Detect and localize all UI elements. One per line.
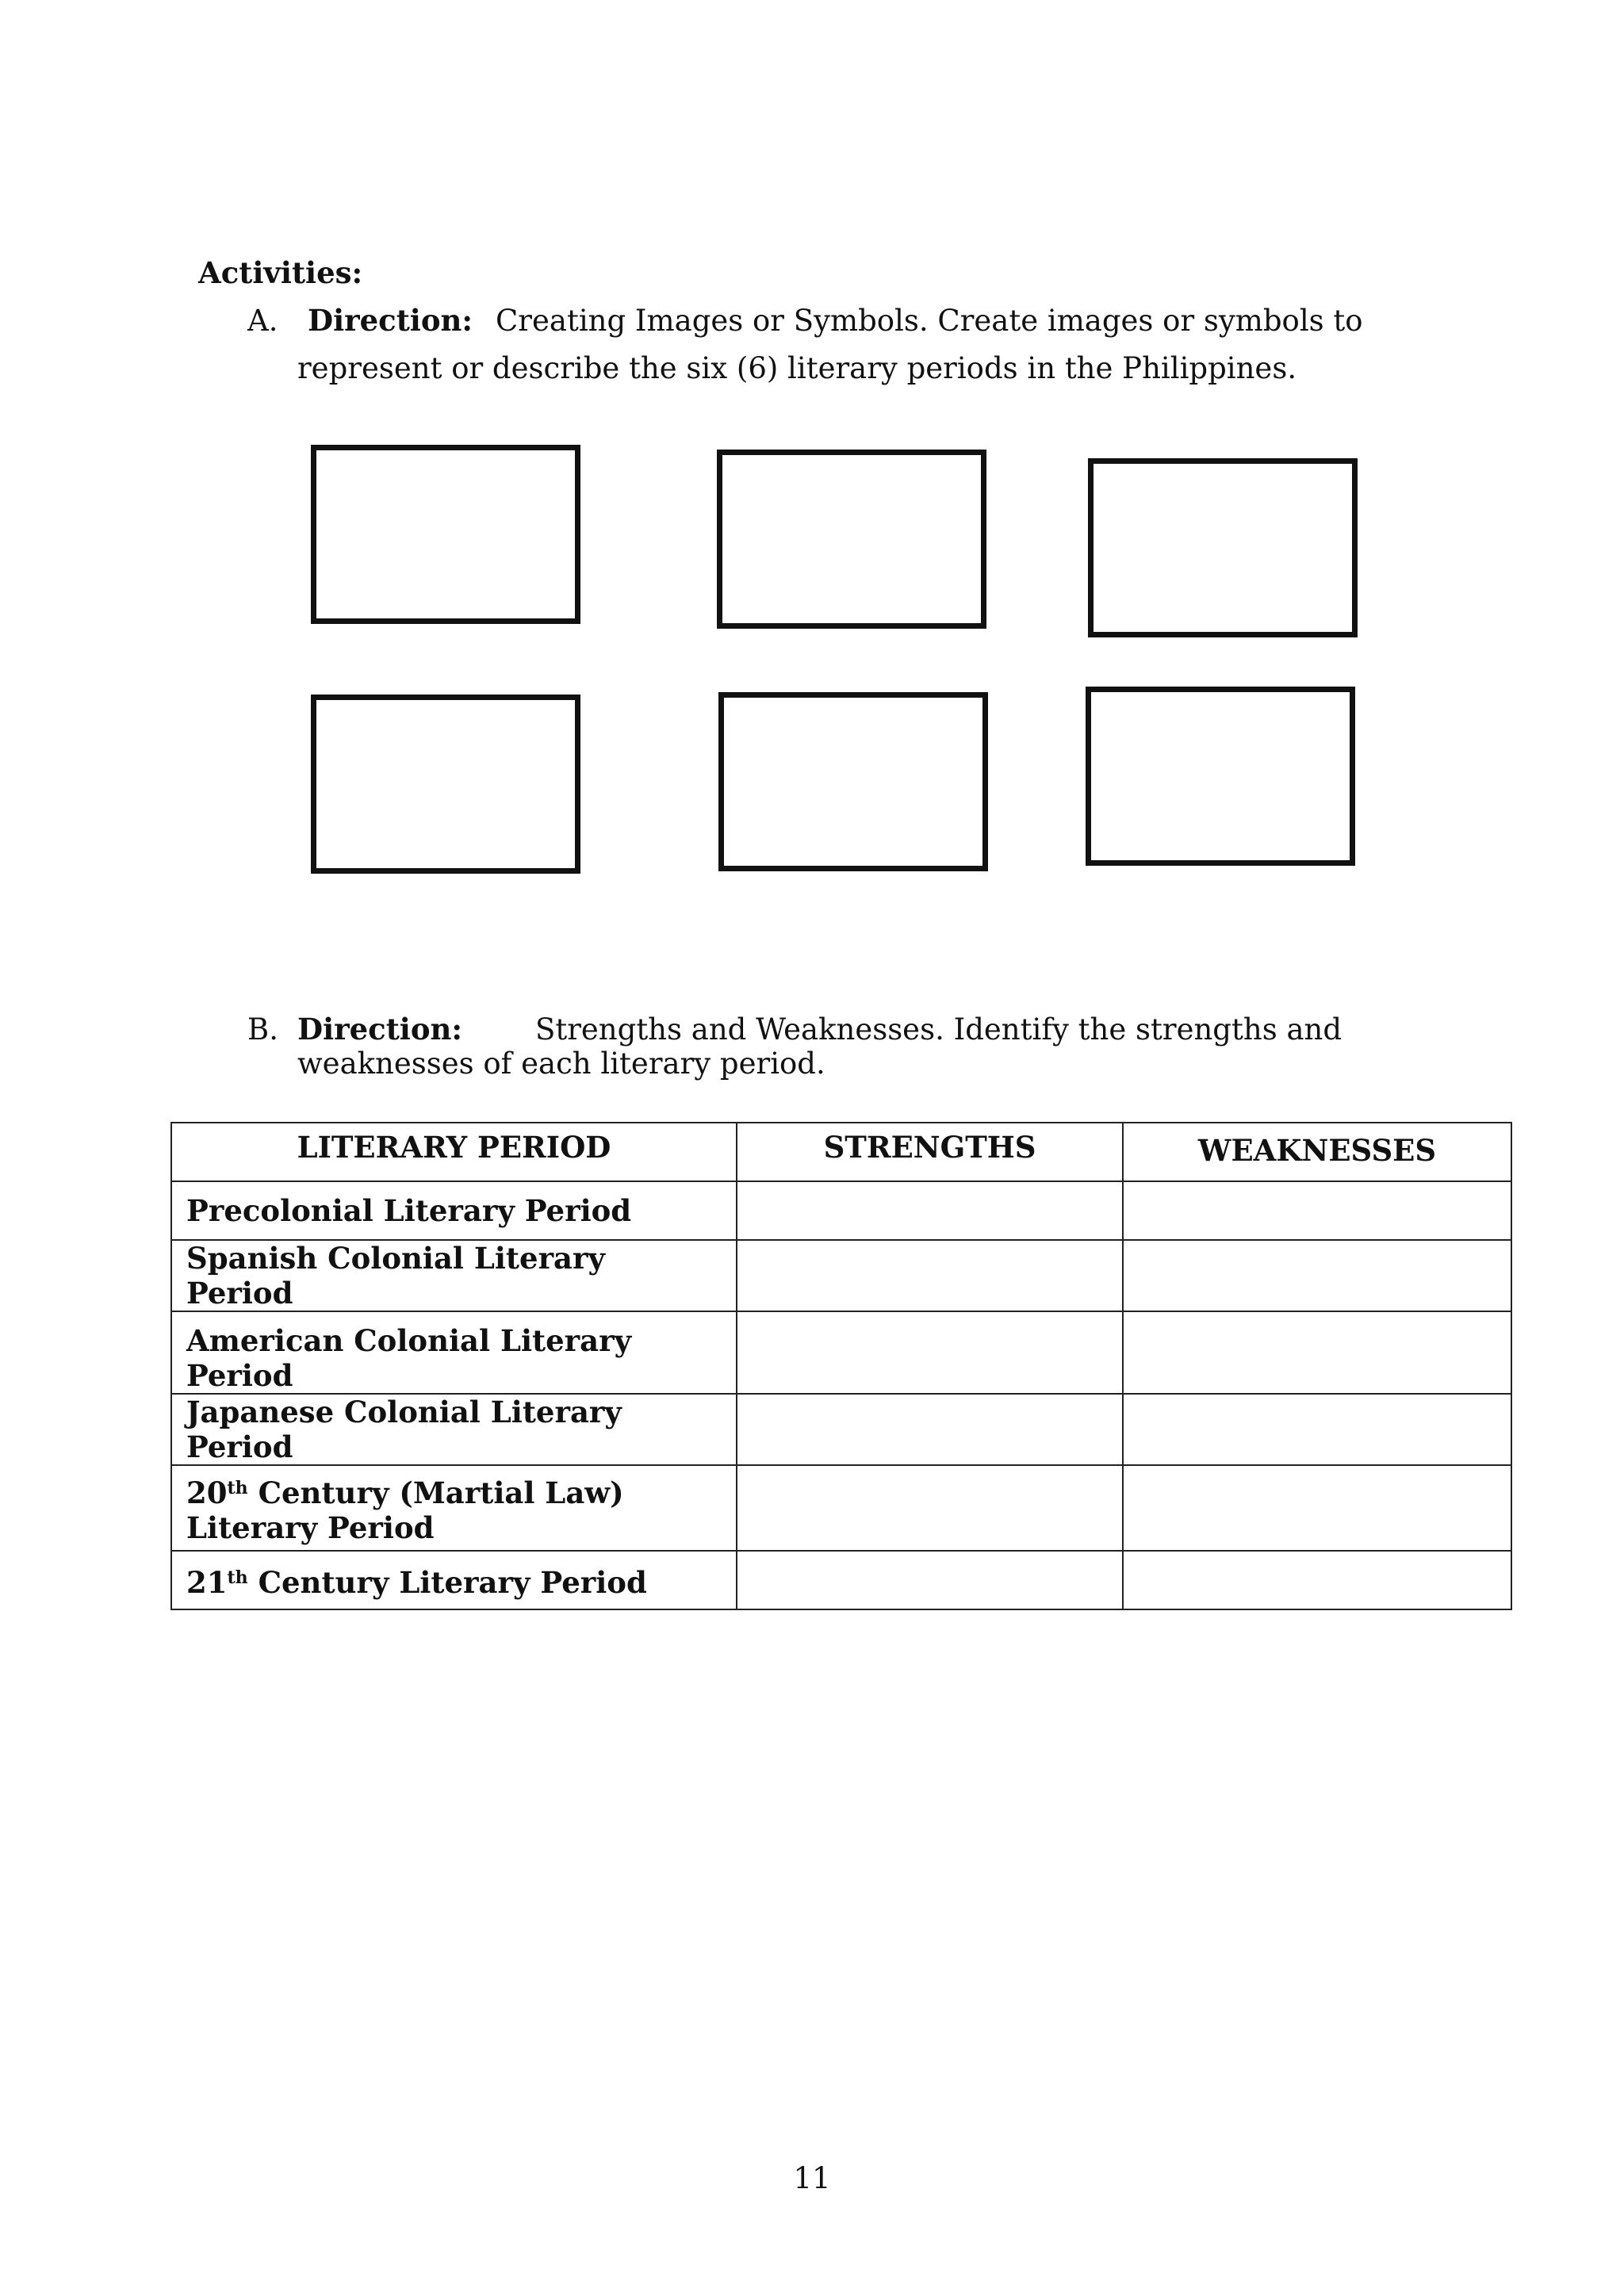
period-ordinal-number: 21 [186, 1565, 228, 1600]
strengths-cell[interactable] [737, 1311, 1123, 1394]
period-cell: Japanese Colonial Literary Period [171, 1394, 737, 1465]
direction-b-text1: Strengths and Weaknesses. Identify the strengths and [535, 1012, 1342, 1047]
direction-a-text1: Creating Images or Symbols. Create images or symbols to [496, 304, 1363, 338]
symbol-box-4[interactable] [311, 695, 580, 874]
strengths-cell[interactable] [737, 1551, 1123, 1609]
symbol-box-1[interactable] [311, 445, 580, 624]
header-strengths: STRENGTHS [737, 1123, 1123, 1181]
page-number: 11 [793, 2161, 831, 2195]
period-ordinal-suffix: th [227, 1478, 248, 1498]
table-row [171, 1394, 1511, 1465]
strengths-cell[interactable] [737, 1240, 1123, 1311]
symbol-box-6[interactable] [1086, 687, 1355, 866]
table-row [171, 1551, 1511, 1609]
period-cell [171, 1465, 737, 1551]
period-cell: American Colonial Literary Period [171, 1311, 737, 1394]
symbol-box-2[interactable] [717, 450, 986, 629]
table-row [171, 1465, 1511, 1551]
symbol-box-3[interactable] [1088, 458, 1358, 637]
direction-b-text2: weaknesses of each literary period. [297, 1047, 825, 1081]
period-cell [171, 1551, 737, 1609]
strengths-cell[interactable] [737, 1181, 1123, 1240]
activities-heading: Activities: [198, 255, 363, 290]
weaknesses-cell[interactable] [1123, 1551, 1511, 1609]
direction-a-line1 [247, 303, 1363, 338]
weaknesses-cell[interactable] [1123, 1181, 1511, 1240]
direction-b-marker: B. [247, 1012, 278, 1047]
period-text: Century (Martial Law) [258, 1475, 624, 1510]
header-literary-period: LITERARY PERIOD [171, 1123, 737, 1181]
weaknesses-cell[interactable] [1123, 1465, 1511, 1551]
literary-period-table [170, 1122, 1512, 1610]
period-cell: Precolonial Literary Period [171, 1181, 737, 1240]
symbol-box-5[interactable] [718, 692, 988, 871]
direction-a-marker: A. [247, 304, 278, 338]
direction-a-label: Direction: [308, 303, 473, 338]
weaknesses-cell[interactable] [1123, 1394, 1511, 1465]
period-text-line2: Literary Period [186, 1510, 435, 1545]
period-ordinal-suffix: th [227, 1567, 248, 1588]
direction-b-label: Direction: [297, 1012, 463, 1047]
weaknesses-cell[interactable] [1123, 1240, 1511, 1311]
strengths-cell[interactable] [737, 1394, 1123, 1465]
direction-b-line1 [247, 1012, 1342, 1047]
table-row [171, 1240, 1511, 1311]
table-header-row [171, 1123, 1511, 1181]
weaknesses-cell[interactable] [1123, 1311, 1511, 1394]
period-ordinal-number: 20 [186, 1475, 228, 1510]
table-row [171, 1181, 1511, 1240]
period-text: Century Literary Period [258, 1565, 647, 1600]
strengths-cell[interactable] [737, 1465, 1123, 1551]
table-row [171, 1311, 1511, 1394]
direction-a-text2: represent or describe the six (6) literary periods in the Philippines. [297, 351, 1297, 385]
period-cell: Spanish Colonial Literary Period [171, 1240, 737, 1311]
header-weaknesses: WEAKNESSES [1123, 1123, 1511, 1181]
